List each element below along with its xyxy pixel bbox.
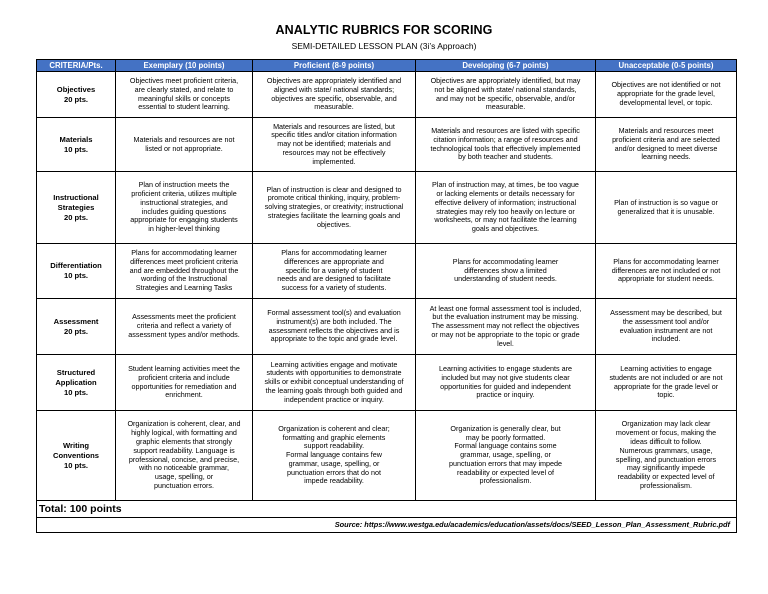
rubric-cell: Objectives are not identified or not appropriate for the grade level, developmental level, or topic.: [596, 72, 737, 118]
criteria-cell: Differentiation 10 pts.: [37, 244, 116, 299]
rubric-cell: Materials and resources are listed with specific citation information; a range of resources and technological tools that effectively implemented by both teacher and students.: [416, 118, 596, 172]
total-row: [37, 501, 737, 518]
rubric-cell: Learning activities to engage students are included but may not give students clear opportunities for guided and independent practice or inquiry.: [416, 355, 596, 411]
criteria-cell: Writing Conventions 10 pts.: [37, 411, 116, 501]
rubric-cell: Organization may lack clear movement or focus, making the ideas difficult to follow. Numerous grammars, usage, spelling, and punctuation errors may significantly impede readability or expected level of professionalism.: [596, 411, 737, 501]
rubric-cell: Plan of instruction meets the proficient criteria, utilizes multiple instructional strategies, and includes guiding questions appropriate for engaging students in higher-level thinking: [116, 172, 253, 244]
rubric-cell: Materials and resources meet proficient criteria and are selected and/or designed to meet diverse learning needs.: [596, 118, 737, 172]
rubric-cell: Organization is coherent and clear; formatting and graphic elements support readability. Formal language contains few grammar, usage, spelling, or punctuation errors that do not impede readability.: [253, 411, 416, 501]
table-row: [37, 355, 737, 411]
rubric-cell: Assessment may be described, but the assessment tool and/or evaluation instrument are not included.: [596, 299, 737, 355]
rubric-cell: Objectives meet proficient criteria, are clearly stated, and relate to meaningful skills or concepts essential to student learning.: [116, 72, 253, 118]
rubric-cell: Organization is generally clear, but may be poorly formatted. Formal language contains some grammar, usage, spelling, or punctuation errors that may impede readability or expected level of professionalism.: [416, 411, 596, 501]
rubric-cell: Materials and resources are listed, but specific titles and/or citation information may not be identified; materials and resources may not be effectively implemented.: [253, 118, 416, 172]
rubric-cell: Plan of instruction is so vague or generalized that it is unusable.: [596, 172, 737, 244]
criteria-cell: Materials 10 pts.: [37, 118, 116, 172]
rubric-table: [36, 59, 737, 533]
table-row: [37, 172, 737, 244]
table-row: [37, 118, 737, 172]
total-points: Total: 100 points: [37, 501, 737, 518]
source-citation: Source: https://www.westga.edu/academics/education/assets/docs/SEED_Lesson_Plan_Assessment_Rubric.pdf: [37, 518, 737, 533]
source-row: [37, 518, 737, 533]
criteria-cell: Instructional Strategies 20 pts.: [37, 172, 116, 244]
rubric-cell: Plans for accommodating learner differences meet proficient criteria and are embedded throughout the wording of the Instructional Strategies and Learning Tasks: [116, 244, 253, 299]
header-row: [37, 60, 737, 72]
rubric-cell: Learning activities engage and motivate students with opportunities to demonstrate skills or exhibit conceptual understanding of the learning goals through both guided and independent practice or inquiry.: [253, 355, 416, 411]
rubric-cell: Assessments meet the proficient criteria and reflect a variety of assessment types and/or methods.: [116, 299, 253, 355]
rubric-cell: Materials and resources are not listed or not appropriate.: [116, 118, 253, 172]
rubric-cell: At least one formal assessment tool is included, but the evaluation instrument may be missing. The assessment may not reflect the objectives or may not be appropriate to the topic or grade level.: [416, 299, 596, 355]
rubric-cell: Plan of instruction may, at times, be too vague or lacking elements or details necessary for effective delivery of information; instructional strategies may rely too heavily on lecture or worksheets, or may not facilitate the learning goals and objectives.: [416, 172, 596, 244]
criteria-cell: Structured Application 10 pts.: [37, 355, 116, 411]
rubric-cell: Student learning activities meet the proficient criteria and include opportunities for remediation and enrichment.: [116, 355, 253, 411]
rubric-cell: Organization is coherent, clear, and highly logical, with formatting and graphic elements that strongly support readability. Language is professional, concise, and precise, with no noticeable grammar, usage, spelling, or punctuation errors.: [116, 411, 253, 501]
column-header: Developing (6-7 points): [416, 60, 596, 72]
rubric-cell: Plans for accommodating learner differences are appropriate and specific for a variety of student needs and are designed to facilitate success for a variety of students.: [253, 244, 416, 299]
column-header: Exemplary (10 points): [116, 60, 253, 72]
page-subtitle: SEMI-DETAILED LESSON PLAN (3i’s Approach): [291, 41, 477, 51]
criteria-cell: Objectives 20 pts.: [37, 72, 116, 118]
table-row: [37, 72, 737, 118]
column-header: Unacceptable (0-5 points): [596, 60, 737, 72]
rubric-cell: Plan of instruction is clear and designed to promote critical thinking, inquiry, problem- solving strategies, or creativity; instructional strategies facilitate the learning goals and objectives.: [253, 172, 416, 244]
rubric-cell: Learning activities to engage students are not included or are not appropriate for the grade level or topic.: [596, 355, 737, 411]
page-title: ANALYTIC RUBRICS FOR SCORING: [275, 23, 493, 37]
rubric-cell: Objectives are appropriately identified and aligned with state/ national standards; objectives are specific, observable, and measurable.: [253, 72, 416, 118]
criteria-cell: Assessment 20 pts.: [37, 299, 116, 355]
rubric-cell: Plans for accommodating learner differences show a limited understanding of student needs.: [416, 244, 596, 299]
column-header: CRITERIA/Pts.: [37, 60, 116, 72]
table-row: [37, 244, 737, 299]
rubric-cell: Objectives are appropriately identified, but may not be aligned with state/ national standards, and may not be specific, observable, and/or measurable.: [416, 72, 596, 118]
table-row: [37, 411, 737, 501]
rubric-cell: Formal assessment tool(s) and evaluation instrument(s) are both included. The assessment reflects the objectives and is appropriate to the topic and grade level.: [253, 299, 416, 355]
rubric-cell: Plans for accommodating learner differences are not included or not appropriate for student needs.: [596, 244, 737, 299]
table-row: [37, 299, 737, 355]
column-header: Proficient (8-9 points): [253, 60, 416, 72]
